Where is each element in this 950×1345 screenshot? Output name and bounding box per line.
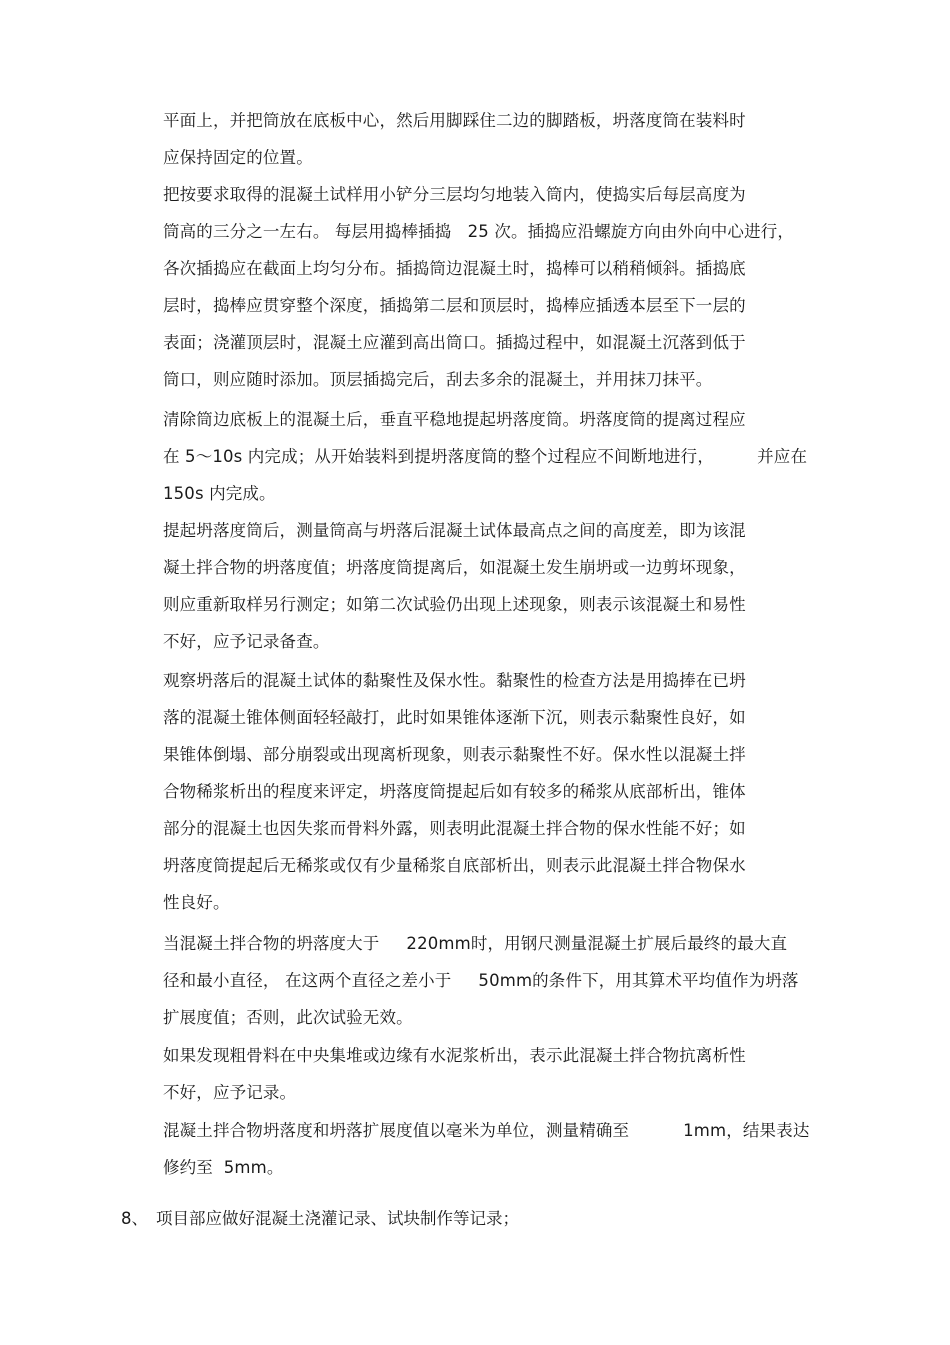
paragraph-2-line-1: 把按要求取得的混凝土试样用小铲分三层均匀地装入筒内，使捣实后每层高度为 xyxy=(163,185,746,204)
list-item-number: 8、 xyxy=(120,1209,148,1228)
paragraph-2-line-2: 筒高的三分之一左右。 每层用捣棒插捣 25 次。插捣应沿螺旋方向由外向中心进行， xyxy=(163,222,795,241)
paragraph-2-line-6: 筒口，则应随时添加。顶层插捣完后，刮去多余的混凝土，并用抹刀抹平。 xyxy=(163,370,713,389)
paragraph-8-line-1: 混凝土拌合物坍落度和坍落扩展度值以毫米为单位，测量精确至 1mm，结果表达 xyxy=(163,1121,810,1140)
paragraph-2-line-5: 表面；浇灌顶层时，混凝土应灌到高出筒口。插捣过程中，如混凝土沉落到低于 xyxy=(163,333,746,352)
paragraph-1-line-1: 平面上，并把筒放在底板中心，然后用脚踩住二边的脚踏板，坍落度筒在装料时 xyxy=(163,111,746,130)
paragraph-5-line-1: 观察坍落后的混凝土试体的黏聚性及保水性。黏聚性的检查方法是用捣捧在已坍 xyxy=(163,671,746,690)
paragraph-3-line-3: 150s 内完成。 xyxy=(163,484,276,503)
paragraph-4-line-3: 则应重新取样另行测定；如第二次试验仍出现上述现象，则表示该混凝土和易性 xyxy=(163,595,746,614)
paragraph-5-line-4: 合物稀浆析出的程度来评定，坍落度筒提起后如有较多的稀浆从底部析出，锥体 xyxy=(163,782,746,801)
paragraph-6-line-2: 径和最小直径， 在这两个直径之差小于 50mm的条件下，用其算术平均值作为坍落 xyxy=(163,971,799,990)
paragraph-4-line-4: 不好，应予记录备查。 xyxy=(163,632,330,651)
paragraph-7-line-1: 如果发现粗骨料在中央集堆或边缘有水泥浆析出，表示此混凝土拌合物抗离析性 xyxy=(163,1046,746,1065)
paragraph-5-line-7: 性良好。 xyxy=(163,893,230,912)
paragraph-4-line-2: 凝土拌合物的坍落度值；坍落度筒提离后，如混凝土发生崩坍或一边剪坏现象， xyxy=(163,558,746,577)
paragraph-3-line-1: 清除筒边底板上的混凝土后，垂直平稳地提起坍落度筒。坍落度筒的提离过程应 xyxy=(163,410,746,429)
paragraph-5-line-5: 部分的混凝土也因失浆而骨料外露，则表明此混凝土拌合物的保水性能不好；如 xyxy=(163,819,746,838)
paragraph-6-line-3: 扩展度值；否则，此次试验无效。 xyxy=(163,1008,413,1027)
paragraph-2-line-3: 各次插捣应在截面上均匀分布。插捣筒边混凝土时，捣棒可以稍稍倾斜。插捣底 xyxy=(163,259,746,278)
paragraph-2-line-4: 层时，捣棒应贯穿整个深度，插捣第二层和顶层时，捣棒应插透本层至下一层的 xyxy=(163,296,746,315)
paragraph-5-line-2: 落的混凝土锥体侧面轻轻敲打，此时如果锥体逐渐下沉，则表示黏聚性良好，如 xyxy=(163,708,746,727)
paragraph-1-line-2: 应保持固定的位置。 xyxy=(163,148,313,167)
list-item-text: 项目部应做好混凝土浇灌记录、试块制作等记录； xyxy=(155,1209,519,1228)
paragraph-5-line-3: 果锥体倒塌、部分崩裂或出现离析现象，则表示黏聚性不好。保水性以混凝土拌 xyxy=(163,745,746,764)
paragraph-6-line-1: 当混凝土拌合物的坍落度大于 220mm时，用钢尺测量混凝土扩展后最终的最大直 xyxy=(163,934,788,953)
paragraph-4-line-1: 提起坍落度筒后，测量筒高与坍落后混凝土试体最高点之间的高度差，即为该混 xyxy=(163,521,746,540)
paragraph-3-line-2: 在 5～10s 内完成；从开始装料到提坍落度筒的整个过程应不间断地进行， 并应在 xyxy=(163,447,808,466)
paragraph-5-line-6: 坍落度筒提起后无稀浆或仅有少量稀浆自底部析出，则表示此混凝土拌合物保水 xyxy=(163,856,746,875)
paragraph-8-line-2: 修约至 5mm。 xyxy=(163,1158,284,1177)
list-item-8 xyxy=(100,1186,519,1252)
paragraph-7-line-2: 不好，应予记录。 xyxy=(163,1083,297,1102)
